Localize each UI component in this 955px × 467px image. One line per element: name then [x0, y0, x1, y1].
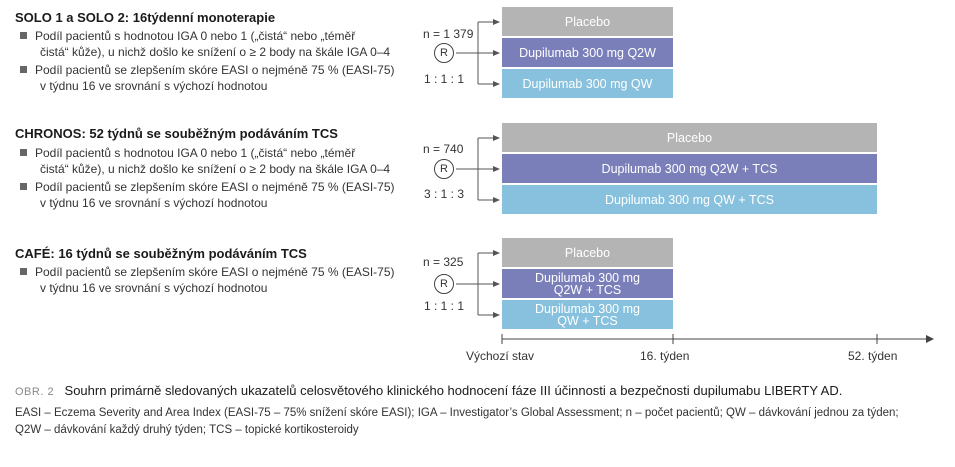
section-title-chronos: CHRONOS: 52 týdnů se souběžným podáváním TCS [15, 126, 338, 141]
bullet-cafe-easi: Podíl pacientů se zlepšením skóre EASI o nejméně 75 % (EASI-75) v týdnu 16 ve srovnání s výchozí hodnotou [20, 264, 420, 296]
figure-caption [15, 382, 842, 400]
randomization-icon: R [434, 274, 454, 294]
arm-cafe-qw: Dupilumab 300 mg QW + TCS [502, 300, 673, 329]
caption-text: Souhrn primárně sledovaných ukazatelů celosvětového klinického hodnocení fáze III účinnosti a bezpečnosti dupilumabu LIBERTY AD. [64, 383, 843, 398]
bullet-solo-iga: Podíl pacientů s hodnotou IGA 0 nebo 1 („čistá“ nebo „téměř čistá“ kůže), u nichž došlo ke snížení o ≥ 2 body na škále IGA 0–4 [20, 28, 420, 60]
timeline-week16: 16. týden [640, 349, 690, 363]
arm-chronos-q2w: Dupilumab 300 mg Q2W + TCS [502, 154, 877, 183]
timeline-week52: 52. týden [848, 349, 898, 363]
ratio-solo: 1 : 1 : 1 [424, 72, 465, 86]
caption-label: OBR. 2 [15, 386, 55, 398]
abbreviations-line-1: EASI – Eczema Severity and Area Index (EASI-75 – 75% snížení skóre EASI); IGA – Investigator’s Global Assessment; n – počet pacientů; QW – dávkování jednou za týden; [15, 407, 899, 419]
arm-solo-qw: Dupilumab 300 mg QW [502, 69, 673, 98]
randomization-icon: R [434, 159, 454, 179]
arm-chronos-placebo: Placebo [502, 123, 877, 152]
arm-chronos-qw: Dupilumab 300 mg QW + TCS [502, 185, 877, 214]
n-chronos: n = 740 [423, 142, 464, 156]
arm-solo-placebo: Placebo [502, 7, 673, 36]
arm-cafe-placebo: Placebo [502, 238, 673, 267]
abbreviations [15, 405, 945, 439]
arm-cafe-q2w: Dupilumab 300 mg Q2W + TCS [502, 269, 673, 298]
bullet-square-icon [20, 66, 27, 73]
bullet-chronos-easi: Podíl pacientů se zlepšením skóre EASI o nejméně 75 % (EASI-75) v týdnu 16 ve srovnání s výchozí hodnotou [20, 179, 420, 211]
timeline-axis [502, 334, 928, 344]
section-title-cafe: CAFÉ: 16 týdnů se souběžným podáváním TCS [15, 246, 307, 261]
bullet-square-icon [20, 183, 27, 190]
abbreviations-line-2: Q2W – dávkování každý druhý týden; TCS – topické kortikosteroidy [15, 424, 359, 436]
arm-solo-q2w: Dupilumab 300 mg Q2W [502, 38, 673, 67]
bullet-solo-easi: Podíl pacientů se zlepšením skóre EASI o nejméně 75 % (EASI-75) v týdnu 16 ve srovnání s výchozí hodnotou [20, 62, 420, 94]
n-solo: n = 1 379 [423, 27, 474, 41]
ratio-cafe: 1 : 1 : 1 [424, 299, 465, 313]
randomization-icon: R [434, 43, 454, 63]
bullet-chronos-iga: Podíl pacientů s hodnotou IGA 0 nebo 1 („čistá“ nebo „téměř čistá“ kůže), u nichž došlo ke snížení o ≥ 2 body na škále IGA 0–4 [20, 145, 420, 177]
bullet-square-icon [20, 149, 27, 156]
ratio-chronos: 3 : 1 : 3 [424, 187, 465, 201]
timeline-baseline: Výchozí stav [466, 349, 535, 363]
section-title-solo: SOLO 1 a SOLO 2: 16týdenní monoterapie [15, 10, 276, 25]
bullet-square-icon [20, 268, 27, 275]
n-cafe: n = 325 [423, 255, 464, 269]
bullet-square-icon [20, 32, 27, 39]
